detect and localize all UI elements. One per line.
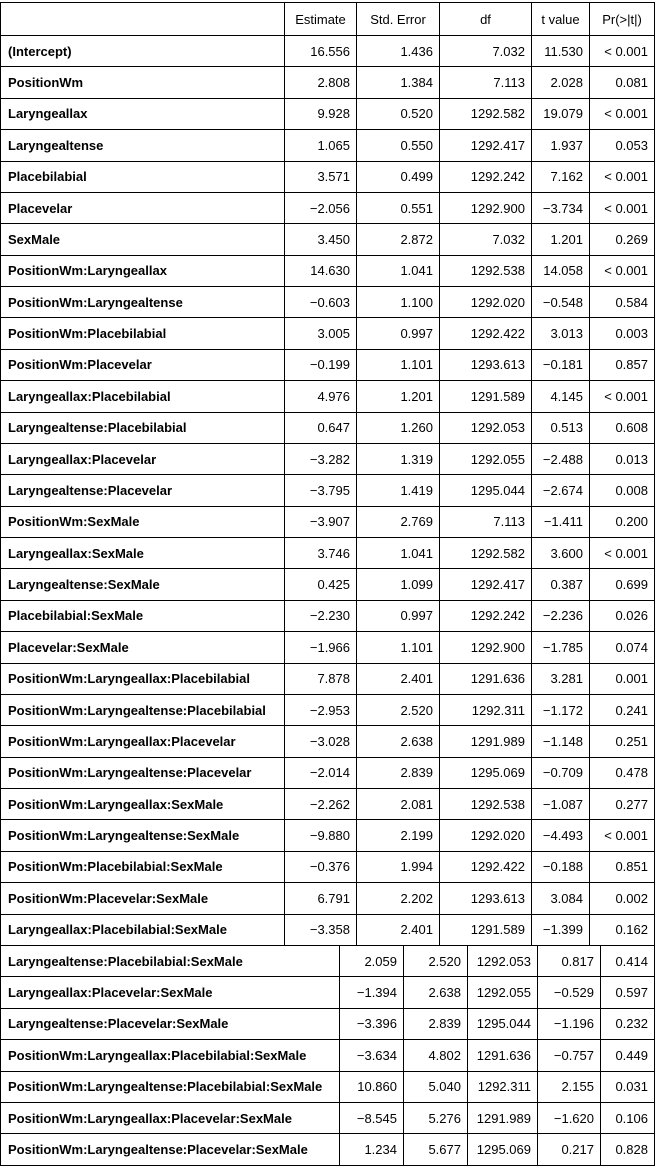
p-value-cell: 0.002	[590, 883, 655, 914]
df-cell: 1292.422	[440, 318, 532, 349]
std-error-cell: 2.081	[357, 789, 440, 820]
df-cell: 1291.636	[440, 663, 532, 694]
p-value-cell: 0.003	[590, 318, 655, 349]
std-error-cell: 1.260	[357, 412, 440, 443]
p-value-cell: 0.106	[601, 1102, 655, 1133]
df-cell: 1292.582	[440, 538, 532, 569]
header-p-value: Pr(>|t|)	[590, 3, 655, 36]
term-cell: PositionWm:Placebilabial	[1, 318, 285, 349]
t-value-cell: −2.674	[532, 475, 590, 506]
estimate-cell: 3.005	[285, 318, 357, 349]
t-value-cell: 0.513	[532, 412, 590, 443]
term-cell: Laryngeallax	[1, 98, 285, 129]
estimate-cell: −0.199	[285, 349, 357, 380]
std-error-cell: 1.384	[357, 67, 440, 98]
estimate-cell: −2.056	[285, 192, 357, 223]
df-cell: 1295.044	[468, 1008, 538, 1039]
df-cell: 7.032	[440, 224, 532, 255]
std-error-cell: 1.419	[357, 475, 440, 506]
table-row	[1, 318, 655, 349]
t-value-cell: −0.188	[532, 851, 590, 882]
df-cell: 1292.053	[440, 412, 532, 443]
df-cell: 1291.589	[440, 914, 532, 945]
p-value-cell: 0.013	[590, 443, 655, 474]
estimate-cell: −3.634	[340, 1040, 404, 1071]
df-cell: 1292.055	[440, 443, 532, 474]
df-cell: 1292.422	[440, 851, 532, 882]
t-value-cell: 7.162	[532, 161, 590, 192]
estimate-cell: −9.880	[285, 820, 357, 851]
std-error-cell: 2.401	[357, 914, 440, 945]
term-cell: SexMale	[1, 224, 285, 255]
df-cell: 1293.613	[440, 883, 532, 914]
t-value-cell: 19.079	[532, 98, 590, 129]
df-cell: 1292.055	[468, 977, 538, 1008]
df-cell: 1292.020	[440, 820, 532, 851]
t-value-cell: 3.013	[532, 318, 590, 349]
p-value-cell: 0.269	[590, 224, 655, 255]
estimate-cell: 7.878	[285, 663, 357, 694]
table-row	[1, 694, 655, 725]
std-error-cell: 2.520	[404, 946, 468, 977]
term-cell: PositionWm	[1, 67, 285, 98]
std-error-cell: 1.319	[357, 443, 440, 474]
p-value-cell: 0.001	[590, 663, 655, 694]
term-cell: PositionWm:Laryngeallax:Placebilabial:SexMale	[1, 1040, 340, 1071]
std-error-cell: 2.520	[357, 694, 440, 725]
std-error-cell: 1.994	[357, 851, 440, 882]
estimate-cell: −3.795	[285, 475, 357, 506]
std-error-cell: 2.872	[357, 224, 440, 255]
table-row	[1, 883, 655, 914]
t-value-cell: 0.817	[538, 946, 601, 977]
p-value-cell: 0.449	[601, 1040, 655, 1071]
std-error-cell: 1.099	[357, 569, 440, 600]
df-cell: 1292.053	[468, 946, 538, 977]
t-value-cell: −0.757	[538, 1040, 601, 1071]
table-row	[1, 287, 655, 318]
p-value-cell: < 0.001	[590, 192, 655, 223]
std-error-cell: 0.499	[357, 161, 440, 192]
table-row	[1, 820, 655, 851]
df-cell: 1295.069	[440, 757, 532, 788]
table-row	[1, 1008, 655, 1039]
t-value-cell: 2.028	[532, 67, 590, 98]
std-error-cell: 0.551	[357, 192, 440, 223]
p-value-cell: < 0.001	[590, 161, 655, 192]
estimate-cell: 16.556	[285, 36, 357, 67]
df-cell: 1292.417	[440, 130, 532, 161]
term-cell: Placebilabial:SexMale	[1, 600, 285, 631]
header-df: df	[440, 3, 532, 36]
estimate-cell: −3.907	[285, 506, 357, 537]
std-error-cell: 2.638	[404, 977, 468, 1008]
table-row	[1, 538, 655, 569]
estimate-cell: 10.860	[340, 1071, 404, 1102]
t-value-cell: 3.281	[532, 663, 590, 694]
t-value-cell: −1.411	[532, 506, 590, 537]
df-cell: 1292.582	[440, 98, 532, 129]
p-value-cell: 0.232	[601, 1008, 655, 1039]
term-cell: Laryngealtense:Placebilabial:SexMale	[1, 946, 340, 977]
p-value-cell: 0.251	[590, 726, 655, 757]
t-value-cell: −0.709	[532, 757, 590, 788]
p-value-cell: 0.584	[590, 287, 655, 318]
p-value-cell: 0.478	[590, 757, 655, 788]
df-cell: 1295.044	[440, 475, 532, 506]
header-term	[1, 3, 285, 36]
p-value-cell: 0.008	[590, 475, 655, 506]
header-estimate: Estimate	[285, 3, 357, 36]
table-row	[1, 1040, 655, 1071]
estimate-cell: 0.647	[285, 412, 357, 443]
table-row	[1, 663, 655, 694]
table-row	[1, 98, 655, 129]
table-row	[1, 412, 655, 443]
term-cell: Laryngealtense:Placevelar	[1, 475, 285, 506]
estimate-cell: −2.014	[285, 757, 357, 788]
df-cell: 1292.311	[468, 1071, 538, 1102]
std-error-cell: 0.997	[357, 318, 440, 349]
term-cell: PositionWm:Laryngeallax:Placevelar	[1, 726, 285, 757]
term-cell: PositionWm:Laryngeallax:Placevelar:SexMale	[1, 1102, 340, 1133]
t-value-cell: 4.145	[532, 381, 590, 412]
df-cell: 7.032	[440, 36, 532, 67]
term-cell: PositionWm:Laryngealtense:Placebilabial	[1, 694, 285, 725]
t-value-cell: −0.181	[532, 349, 590, 380]
p-value-cell: 0.074	[590, 632, 655, 663]
std-error-cell: 2.839	[404, 1008, 468, 1039]
term-cell: (Intercept)	[1, 36, 285, 67]
t-value-cell: −4.493	[532, 820, 590, 851]
estimate-cell: 0.425	[285, 569, 357, 600]
table-row	[1, 130, 655, 161]
df-cell: 7.113	[440, 67, 532, 98]
estimate-cell: −1.394	[340, 977, 404, 1008]
term-cell: PositionWm:Laryngeallax:SexMale	[1, 789, 285, 820]
std-error-cell: 4.802	[404, 1040, 468, 1071]
p-value-cell: 0.241	[590, 694, 655, 725]
table-row	[1, 1134, 655, 1165]
table-row	[1, 1071, 655, 1102]
term-cell: Laryngeallax:Placebilabial:SexMale	[1, 914, 285, 945]
std-error-cell: 5.276	[404, 1102, 468, 1133]
table-row	[1, 851, 655, 882]
std-error-cell: 1.100	[357, 287, 440, 318]
term-cell: PositionWm:Laryngealtense:Placebilabial:SexMale	[1, 1071, 340, 1102]
std-error-cell: 2.769	[357, 506, 440, 537]
p-value-cell: 0.828	[601, 1134, 655, 1165]
term-cell: Laryngeallax:Placevelar	[1, 443, 285, 474]
df-cell: 1292.242	[440, 161, 532, 192]
term-cell: Placevelar:SexMale	[1, 632, 285, 663]
term-cell: PositionWm:Laryngeallax	[1, 255, 285, 286]
std-error-cell: 2.202	[357, 883, 440, 914]
t-value-cell: 3.600	[532, 538, 590, 569]
estimate-cell: 6.791	[285, 883, 357, 914]
estimate-cell: −3.358	[285, 914, 357, 945]
p-value-cell: < 0.001	[590, 36, 655, 67]
header-std-error: Std. Error	[357, 3, 440, 36]
table-row	[1, 381, 655, 412]
table-row	[1, 726, 655, 757]
p-value-cell: 0.081	[590, 67, 655, 98]
estimate-cell: −0.603	[285, 287, 357, 318]
std-error-cell: 1.201	[357, 381, 440, 412]
t-value-cell: 2.155	[538, 1071, 601, 1102]
t-value-cell: 3.084	[532, 883, 590, 914]
table-row	[1, 36, 655, 67]
t-value-cell: −1.148	[532, 726, 590, 757]
estimate-cell: −3.396	[340, 1008, 404, 1039]
df-cell: 1292.242	[440, 600, 532, 631]
p-value-cell: < 0.001	[590, 255, 655, 286]
table-row	[1, 600, 655, 631]
df-cell: 1292.020	[440, 287, 532, 318]
table-row	[1, 67, 655, 98]
df-cell: 7.113	[440, 506, 532, 537]
estimate-cell: 3.450	[285, 224, 357, 255]
p-value-cell: < 0.001	[590, 538, 655, 569]
t-value-cell: −1.172	[532, 694, 590, 725]
table-row	[1, 914, 655, 945]
std-error-cell: 5.040	[404, 1071, 468, 1102]
p-value-cell: < 0.001	[590, 820, 655, 851]
std-error-cell: 2.199	[357, 820, 440, 851]
estimate-cell: 9.928	[285, 98, 357, 129]
table-row	[1, 161, 655, 192]
table-row	[1, 475, 655, 506]
p-value-cell: 0.414	[601, 946, 655, 977]
std-error-cell: 2.401	[357, 663, 440, 694]
estimate-cell: −2.230	[285, 600, 357, 631]
std-error-cell: 1.041	[357, 538, 440, 569]
term-cell: PositionWm:Laryngealtense	[1, 287, 285, 318]
table-row	[1, 1102, 655, 1133]
p-value-cell: 0.162	[590, 914, 655, 945]
estimate-cell: 14.630	[285, 255, 357, 286]
term-cell: Laryngeallax:SexMale	[1, 538, 285, 569]
std-error-cell: 1.041	[357, 255, 440, 286]
term-cell: PositionWm:Placebilabial:SexMale	[1, 851, 285, 882]
df-cell: 1292.538	[440, 255, 532, 286]
t-value-cell: −1.785	[532, 632, 590, 663]
term-cell: PositionWm:Laryngealtense:Placevelar	[1, 757, 285, 788]
regression-table-part1	[0, 2, 655, 946]
df-cell: 1293.613	[440, 349, 532, 380]
p-value-cell: 0.026	[590, 600, 655, 631]
p-value-cell: 0.608	[590, 412, 655, 443]
term-cell: Laryngealtense	[1, 130, 285, 161]
term-cell: Laryngealtense:SexMale	[1, 569, 285, 600]
p-value-cell: 0.857	[590, 349, 655, 380]
t-value-cell: −0.529	[538, 977, 601, 1008]
estimate-cell: −3.282	[285, 443, 357, 474]
std-error-cell: 0.520	[357, 98, 440, 129]
estimate-cell: 2.059	[340, 946, 404, 977]
t-value-cell: 1.937	[532, 130, 590, 161]
table-row	[1, 443, 655, 474]
t-value-cell: 0.387	[532, 569, 590, 600]
estimate-cell: 1.234	[340, 1134, 404, 1165]
df-cell: 1291.589	[440, 381, 532, 412]
t-value-cell: 0.217	[538, 1134, 601, 1165]
table-row	[1, 569, 655, 600]
table-row	[1, 255, 655, 286]
df-cell: 1292.900	[440, 632, 532, 663]
term-cell: PositionWm:SexMale	[1, 506, 285, 537]
term-cell: Laryngealtense:Placebilabial	[1, 412, 285, 443]
term-cell: PositionWm:Laryngeallax:Placebilabial	[1, 663, 285, 694]
df-cell: 1292.538	[440, 789, 532, 820]
term-cell: PositionWm:Laryngealtense:SexMale	[1, 820, 285, 851]
std-error-cell: 1.436	[357, 36, 440, 67]
t-value-cell: −2.488	[532, 443, 590, 474]
t-value-cell: −1.196	[538, 1008, 601, 1039]
t-value-cell: −2.236	[532, 600, 590, 631]
table-row	[1, 632, 655, 663]
df-cell: 1291.636	[468, 1040, 538, 1071]
p-value-cell: 0.031	[601, 1071, 655, 1102]
table-row	[1, 946, 655, 977]
df-cell: 1295.069	[468, 1134, 538, 1165]
std-error-cell: 0.550	[357, 130, 440, 161]
term-cell: Laryngealtense:Placevelar:SexMale	[1, 1008, 340, 1039]
df-cell: 1291.989	[440, 726, 532, 757]
table-row	[1, 789, 655, 820]
t-value-cell: −1.399	[532, 914, 590, 945]
t-value-cell: 14.058	[532, 255, 590, 286]
df-cell: 1292.311	[440, 694, 532, 725]
t-value-cell: −1.620	[538, 1102, 601, 1133]
table-row	[1, 224, 655, 255]
table-row	[1, 757, 655, 788]
estimate-cell: 1.065	[285, 130, 357, 161]
std-error-cell: 1.101	[357, 349, 440, 380]
t-value-cell: −1.087	[532, 789, 590, 820]
std-error-cell: 2.638	[357, 726, 440, 757]
t-value-cell: −3.734	[532, 192, 590, 223]
t-value-cell: 1.201	[532, 224, 590, 255]
table-row	[1, 506, 655, 537]
std-error-cell: 5.677	[404, 1134, 468, 1165]
df-cell: 1291.989	[468, 1102, 538, 1133]
p-value-cell: 0.699	[590, 569, 655, 600]
t-value-cell: 11.530	[532, 36, 590, 67]
p-value-cell: < 0.001	[590, 98, 655, 129]
regression-table-part2	[0, 945, 655, 1166]
term-cell: Laryngeallax:Placebilabial	[1, 381, 285, 412]
estimate-cell: −2.953	[285, 694, 357, 725]
std-error-cell: 2.839	[357, 757, 440, 788]
p-value-cell: 0.053	[590, 130, 655, 161]
term-cell: PositionWm:Placevelar:SexMale	[1, 883, 285, 914]
p-value-cell: 0.200	[590, 506, 655, 537]
term-cell: PositionWm:Placevelar	[1, 349, 285, 380]
estimate-cell: 2.808	[285, 67, 357, 98]
estimate-cell: 4.976	[285, 381, 357, 412]
p-value-cell: 0.597	[601, 977, 655, 1008]
estimate-cell: −1.966	[285, 632, 357, 663]
std-error-cell: 1.101	[357, 632, 440, 663]
df-cell: 1292.900	[440, 192, 532, 223]
estimate-cell: −3.028	[285, 726, 357, 757]
estimate-cell: 3.571	[285, 161, 357, 192]
estimate-cell: −8.545	[340, 1102, 404, 1133]
table-row	[1, 192, 655, 223]
estimate-cell: 3.746	[285, 538, 357, 569]
table-header-row	[1, 3, 655, 36]
estimate-cell: −0.376	[285, 851, 357, 882]
p-value-cell: < 0.001	[590, 381, 655, 412]
term-cell: Laryngeallax:Placevelar:SexMale	[1, 977, 340, 1008]
estimate-cell: −2.262	[285, 789, 357, 820]
t-value-cell: −0.548	[532, 287, 590, 318]
p-value-cell: 0.851	[590, 851, 655, 882]
term-cell: Placevelar	[1, 192, 285, 223]
header-t-value: t value	[532, 3, 590, 36]
std-error-cell: 0.997	[357, 600, 440, 631]
term-cell: PositionWm:Laryngealtense:Placevelar:SexMale	[1, 1134, 340, 1165]
table-row	[1, 977, 655, 1008]
p-value-cell: 0.277	[590, 789, 655, 820]
df-cell: 1292.417	[440, 569, 532, 600]
term-cell: Placebilabial	[1, 161, 285, 192]
table-row	[1, 349, 655, 380]
